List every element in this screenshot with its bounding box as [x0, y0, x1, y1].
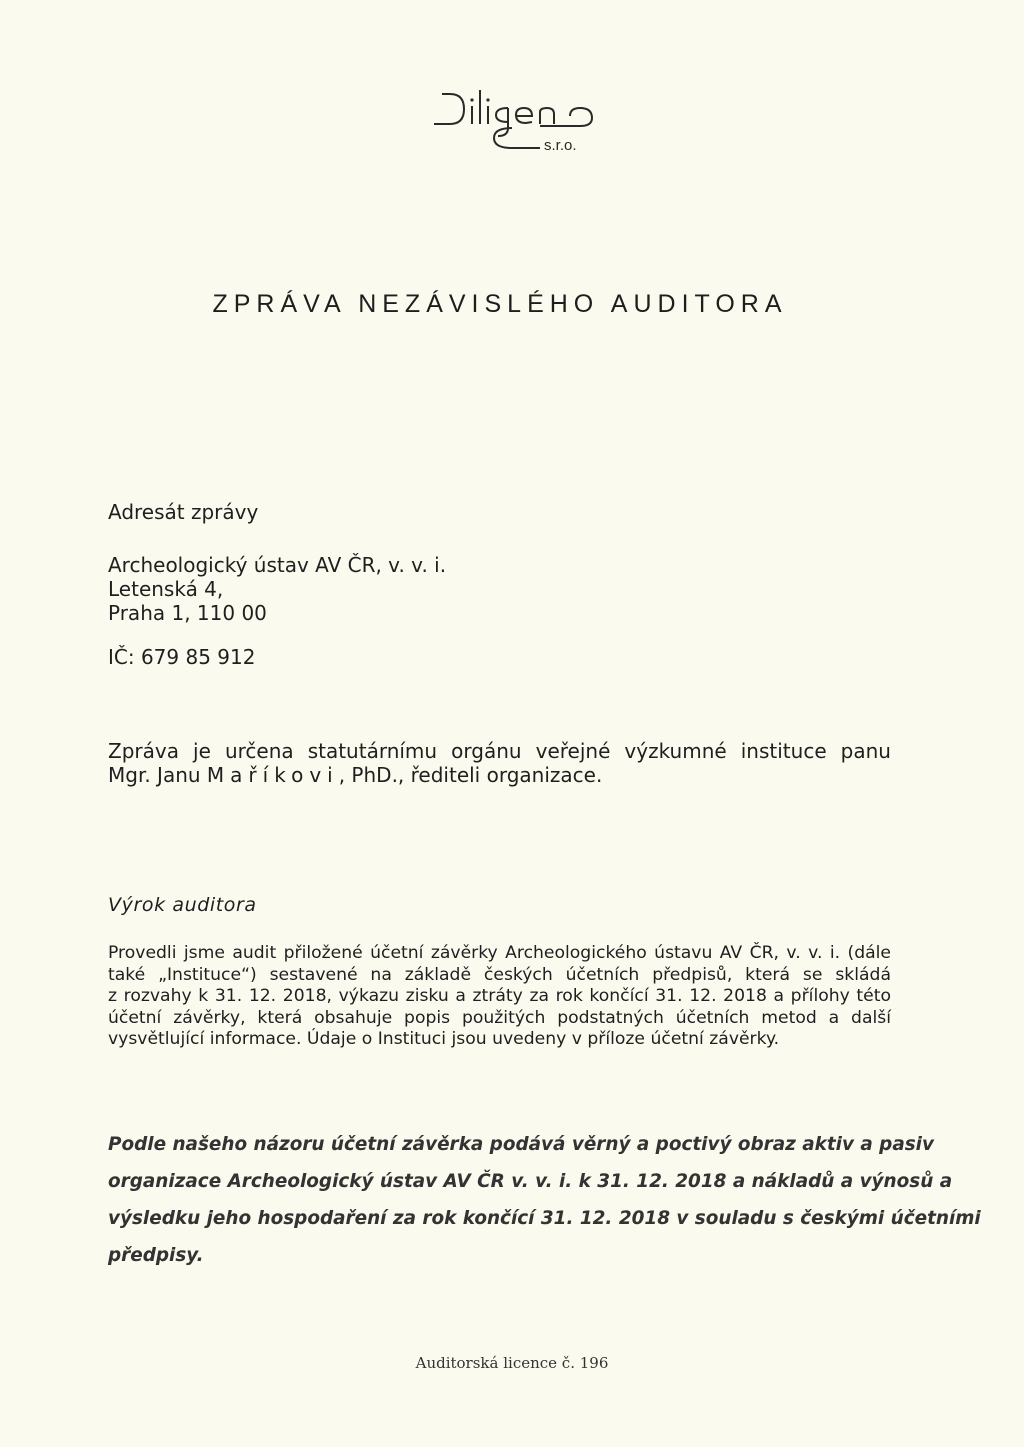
paragraph-line: Provedli jsme audit přiložené účetní závěrky Archeologického ústavu AV ČR, v. v. i. (dále [108, 943, 891, 963]
address-line-street: Letenská 4, [108, 577, 224, 601]
address-line-city: Praha 1, 110 00 [108, 601, 267, 625]
intended-word: Zpráva [108, 739, 179, 763]
company-id: IČ: 679 85 912 [108, 645, 256, 669]
document-title: ZPRÁVA NEZÁVISLÉHO AUDITORA [212, 290, 788, 318]
opinion-line: Podle našeho názoru účetní závěrka podává věrný a poctivý obraz aktiv a pasiv [108, 1134, 934, 1155]
paragraph-line: vysvětlující informace. Údaje o Instituci jsou uvedeny v příloze účetní závěrky. [108, 1029, 780, 1049]
logo-suffix: s.r.o. [544, 137, 577, 154]
intended-line-2 [108, 763, 891, 787]
intended-word: výzkumné [624, 739, 727, 763]
address-line-organization: Archeologický ústav AV ČR, v. v. i. [108, 553, 447, 577]
paragraph-line: z rozvahy k 31. 12. 2018, výkazu zisku a ztráty za rok končící 31. 12. 2018 a přílohy této [108, 986, 891, 1006]
address-block [108, 553, 446, 625]
intended-word: určena [224, 739, 294, 763]
recipient-role: , PhD., řediteli organizace. [338, 763, 603, 787]
addressee-heading: Adresát zprávy [108, 500, 259, 524]
diligens-logo [420, 78, 610, 178]
intended-word: orgánu [451, 739, 522, 763]
paragraph-line: účetní závěrky, která obsahuje popis použitých podstatných účetních metod a další [108, 1007, 891, 1028]
recipient-title: Mgr. Janu [108, 763, 207, 787]
audit-scope-paragraph [108, 943, 891, 1051]
intended-recipient [108, 739, 891, 787]
paragraph-line: také „Instituce“) sestavené na základě českých účetních předpisů, která se skládá [108, 964, 891, 985]
recipient-surname: Maříkovi [206, 763, 339, 787]
auditor-opinion-statement [108, 1126, 981, 1274]
intended-word: veřejné [535, 739, 611, 763]
intended-word: statutárnímu [307, 739, 438, 763]
opinion-line: předpisy. [108, 1245, 204, 1266]
intended-line-1 [108, 739, 891, 763]
opinion-heading: Výrok auditora [108, 894, 257, 916]
opinion-line: výsledku jeho hospodaření za rok končící 31. 12. 2018 v souladu s českými účetními [108, 1208, 981, 1229]
intended-word: je [193, 739, 211, 763]
intended-word: panu [840, 739, 891, 763]
intended-word: instituce [740, 739, 827, 763]
opinion-line: organizace Archeologický ústav AV ČR v. v. i. k 31. 12. 2018 a nákladů a výnosů a [108, 1171, 953, 1192]
footer-license: Auditorská licence č. 196 [415, 1354, 609, 1372]
